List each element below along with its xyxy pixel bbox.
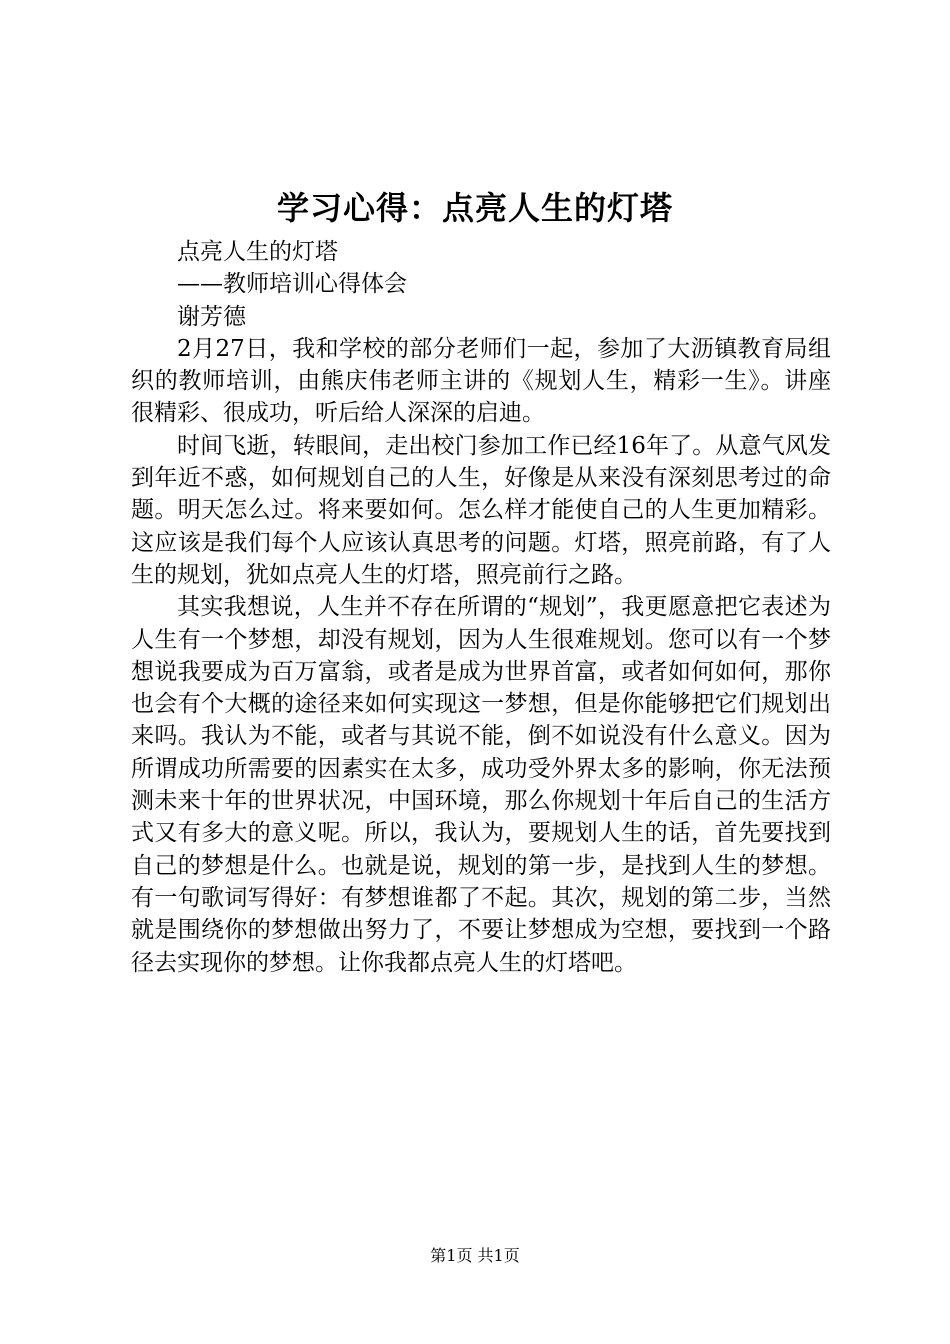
page-footer: 第1页 共1页 — [430, 1246, 520, 1265]
subtitle: 点亮人生的灯塔 — [177, 239, 338, 265]
author-name: 谢芳德 — [177, 303, 246, 330]
paragraph-3: 其实我想说，人生并不存在所谓的“规划”，我更愿意把它表述为人生有一个梦想，却没有规划，因为人生很难规划。您可以有一个梦想说我要成为百万富翁，或者是成为世界首富，或者如何如何，那你也会有个大概的途径来如何实现这一梦想，但是你能够把它们规划出来吗。我认为不能，或者与其说不能，倒不如说没有什么意义。因为所谓成功所需要的因素实在太多，成功受外界太多的影响，你无法预测未来十年的世界状况，中国环境，那么你规划十年后自己的生活方式又有多大的意义呢。所以，我认为，要规划人生的话，首先要找到自己的梦想是什么。也就是说，规划的第一步，是找到人生的梦想。有一句歌词写得好：有梦想谁都了不起。其次，规划的第二步，当然就是围绕你的梦想做出努力了，不要让梦想成为空想，要找到一个路径去实现你的梦想。让你我都点亮人生的灯塔吧。 — [131, 594, 831, 976]
paragraph-1: 2月27日，我和学校的部分老师们一起，参加了大沥镇教育局组织的教师培训，由熊庆伟老师主讲的《规划人生，精彩一生》。讲座很精彩、很成功，听后给人深深的启迪。 — [131, 335, 831, 427]
paragraph-2: 时间飞逝，转眼间，走出校门参加工作已经16年了。从意气风发到年近不惑，如何规划自己的人生，好像是从来没有深刻思考过的命题。明天怎么过。将来要如何。怎么样才能使自己的人生更加精彩。这应该是我们每个人应该认真思考的问题。灯塔，照亮前路，有了人生的规划，犹如点亮人生的灯塔，照亮前行之路。 — [131, 432, 831, 588]
subsubtitle: ——教师培训心得体会 — [177, 271, 407, 298]
document-body — [131, 236, 831, 979]
page-title: 学习心得：点亮人生的灯塔 — [276, 189, 673, 227]
